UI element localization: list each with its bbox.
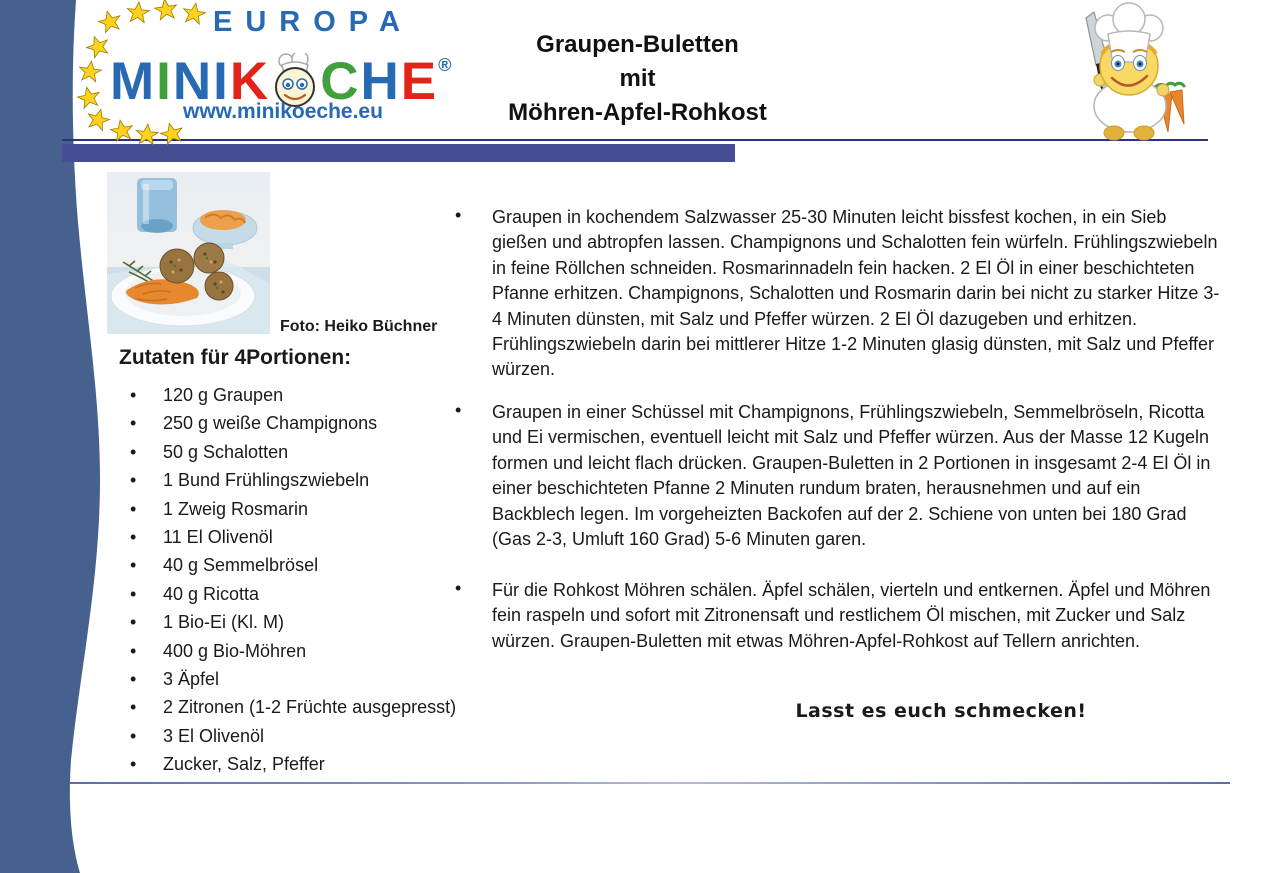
title-line: mit bbox=[619, 65, 656, 92]
ingredient-item: • 50 g Schalotten bbox=[130, 438, 490, 466]
logo-letter: N bbox=[172, 52, 214, 111]
instruction-text: • Für die Rohkost Möhren schälen. Äpfel schälen, vierteln und entkernen. Äpfel und Möhren fein raspeln und sofort mit Zitronensaft und restlichem Öl mischen, mit Zucker und Salz würzen. Graupen-Buletten mit etwas Möhren-Apfel-Rohkost auf Tellern anrichten. bbox=[492, 580, 1211, 651]
logo-europa-text: EUROPA bbox=[213, 6, 413, 38]
ingredient-item: • 2 Zitronen (1-2 Früchte ausgepresst) bbox=[130, 693, 490, 721]
recipe-title bbox=[425, 28, 850, 130]
instruction-step bbox=[455, 400, 1259, 552]
logo-letter: K bbox=[229, 52, 271, 111]
water-glass-icon bbox=[137, 178, 177, 233]
header-rule bbox=[62, 139, 1208, 141]
instruction-text: • Graupen in kochendem Salzwasser 25-30 Minuten leicht bissfest kochen, in ein Sieb gießen und abtropfen lassen. Champignons und Schalotten fein würfeln. Frühlingszwiebeln in feine Röllchen schneiden. Rosmarinnadeln fein hacken. 2 El Öl in einer beschichteten Pfanne erhitzen. Champignons, Schalotten und Rosmarin darin bei nicht zu starker Hitze 3-4 Minuten dünsten, mit Salz und Pfeffer würzen. 2 El Öl dazugeben und erhitzen. Frühlingszwiebeln darin bei mittlerer Hitze 1-2 Minuten glasig dünsten, mit Salz und Pfeffer würzen. bbox=[492, 207, 1220, 380]
ingredient-item: • 1 Bund Frühlingszwiebeln bbox=[130, 466, 490, 494]
ingredient-item: • 1 Zweig Rosmarin bbox=[130, 495, 490, 523]
ingredients-heading: Zutaten für 4Portionen: bbox=[119, 346, 352, 369]
logo-letter: I bbox=[156, 52, 173, 111]
logo-letter: H bbox=[360, 52, 401, 111]
ingredient-item: • 40 g Ricotta bbox=[130, 580, 490, 608]
logo-letter: I bbox=[213, 52, 230, 111]
ingredient-item: • 250 g weiße Champignons bbox=[130, 409, 490, 437]
ingredient-item: • 3 Äpfel bbox=[130, 665, 490, 693]
logo-letter: C bbox=[320, 52, 361, 111]
ingredient-item: • 40 g Semmelbrösel bbox=[130, 551, 490, 579]
ingredient-item: • 11 El Olivenöl bbox=[130, 523, 490, 551]
logo-letter: M bbox=[110, 52, 157, 111]
registered-mark: ® bbox=[438, 55, 452, 75]
photo-credit: Foto: Heiko Büchner bbox=[280, 318, 438, 335]
closing-message: Lasst es euch schmecken! bbox=[795, 700, 1087, 722]
ingredient-item: • 3 El Olivenöl bbox=[130, 722, 490, 750]
ingredient-item: • 120 g Graupen bbox=[130, 381, 490, 409]
instruction-step bbox=[455, 205, 1259, 383]
title-line: Möhren-Apfel-Rohkost bbox=[508, 99, 767, 126]
ingredient-item: • Zucker, Salz, Pfeffer bbox=[130, 750, 490, 778]
recipe-photo bbox=[107, 172, 270, 334]
instruction-text: • Graupen in einer Schüssel mit Champignons, Frühlingszwiebeln, Semmelbröseln, Ricotta und Ei vermischen, eventuell leicht mit Salz und Pfeffer würzen. Aus der Masse 12 Kugeln formen und leicht flach drücken. Graupen-Buletten in 2 Portionen in insgesamt 2-4 El Öl in einer beschichteten Pfanne 2 Minuten rundum braten, herausnehmen und auf ein Backblech legen. Im vorgeheizten Backofen auf der 2. Schiene von unten bei 180 Grad (Gas 2-3, Umluft 160 Grad) 5-6 Minuten garen. bbox=[492, 402, 1211, 550]
ingredient-item: • 1 Bio-Ei (Kl. M) bbox=[130, 608, 490, 636]
footer-rule bbox=[70, 782, 1230, 784]
instruction-step bbox=[455, 578, 1259, 654]
title-line: Graupen-Buletten bbox=[536, 31, 739, 58]
chef-mascot-icon bbox=[1050, 2, 1210, 142]
website-link[interactable]: www.minikoeche.eu bbox=[183, 100, 383, 123]
ingredients-list bbox=[130, 381, 490, 779]
logo-letter: E bbox=[400, 52, 439, 111]
ingredient-item: • 400 g Bio-Möhren bbox=[130, 637, 490, 665]
